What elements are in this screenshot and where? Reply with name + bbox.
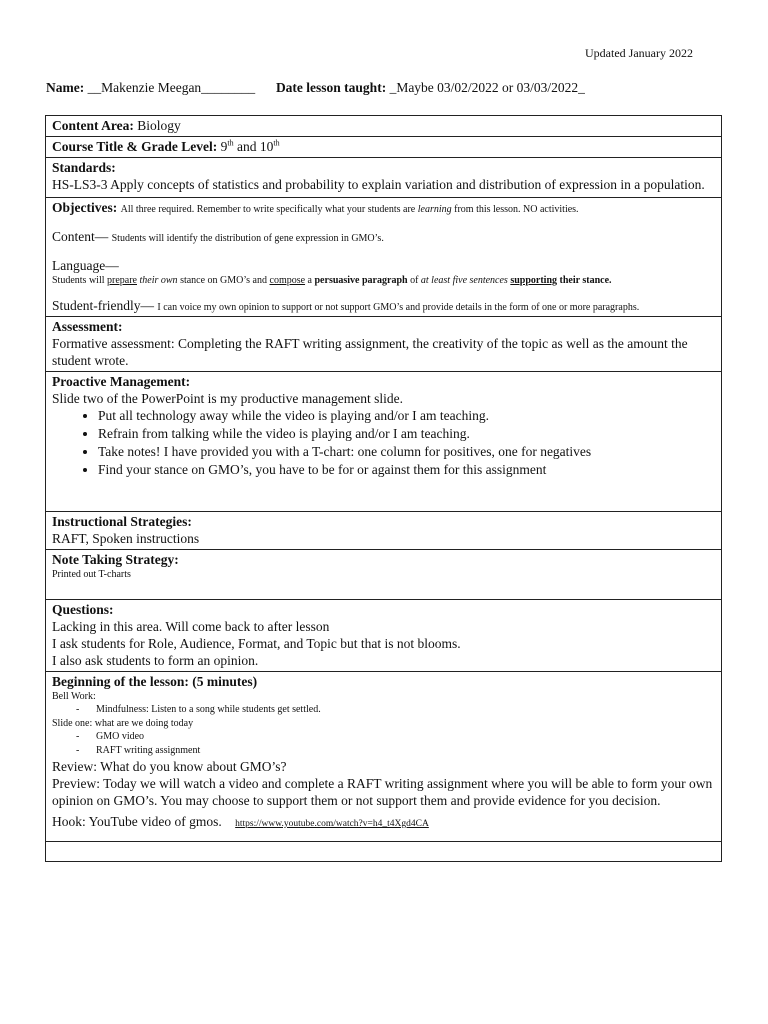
date-label: Date lesson taught: <box>275 80 387 95</box>
management-list <box>52 407 715 479</box>
bell-work-label: Bell Work: <box>52 691 96 702</box>
date-value: _Maybe 03/02/2022 or 03/03/2022_ <box>389 80 585 95</box>
friendly-objective-text: I can voice my own opinion to support or not support GMO’s and provide details in the form of one or more paragraphs. <box>157 302 640 313</box>
note-taking-text: Printed out T-charts <box>52 569 131 580</box>
note-taking-label: Note Taking Strategy: <box>52 552 179 567</box>
question-line: Lacking in this area. Will come back to after lesson <box>52 619 330 634</box>
beginning-row <box>46 672 722 842</box>
content-area-row <box>46 116 722 137</box>
grade-b-sup: th <box>273 138 280 148</box>
hook-link[interactable]: https://www.youtube.com/watch?v=h4_t4Xgd4CA <box>235 819 429 829</box>
management-intro: Slide two of the PowerPoint is my productive management slide. <box>52 391 403 406</box>
list-item: • Find your stance on GMO’s, you have to be for or against them for this assignment <box>98 461 715 479</box>
question-line: I also ask students to form an opinion. <box>52 653 259 668</box>
content-objective-label: Content— <box>52 229 109 244</box>
bell-work-list <box>52 703 715 717</box>
content-area-value: Biology <box>137 118 181 133</box>
lesson-plan-table <box>45 115 722 862</box>
friendly-objective-label: Student-friendly— <box>52 298 154 313</box>
grade-and: and 10 <box>236 139 274 154</box>
slide-one-label: Slide one: what are we doing today <box>52 718 194 729</box>
course-label: Course Title & Grade Level: <box>52 139 218 154</box>
hook-text: Hook: YouTube video of gmos. <box>52 814 222 829</box>
name-value: __Makenzie Meegan________ <box>87 80 256 95</box>
review-text: Review: What do you know about GMO’s? <box>52 759 287 774</box>
objectives-row <box>46 198 722 317</box>
objectives-note: All three required. Remember to write specifically what your students are learning from this lesson. NO activities. <box>120 204 579 215</box>
list-item: • Refrain from talking while the video is playing and/or I am teaching. <box>98 425 715 443</box>
question-line: I ask students for Role, Audience, Format, and Topic but that is not blooms. <box>52 636 461 651</box>
list-item: • Put all technology away while the video is playing and/or I am teaching. <box>98 407 715 425</box>
management-row <box>46 372 722 512</box>
instructional-row <box>46 512 722 550</box>
preview-text: Preview: Today we will watch a video and complete a RAFT writing assignment where you will be able to form your own opinion on GMO’s. You may choose to support them or not support them and provide evidence for you decision. <box>52 776 713 808</box>
language-objective-text: Students will prepare their own stance on GMO’s and compose a persuasive paragraph of at least five sentences supporting their stance. <box>52 275 612 286</box>
instructional-label: Instructional Strategies: <box>52 514 192 529</box>
list-item: - Mindfulness: Listen to a song while students get settled. <box>96 703 715 717</box>
questions-label: Questions: <box>52 602 114 617</box>
standards-row <box>46 158 722 198</box>
assessment-text: Formative assessment: Completing the RAFT writing assignment, the creativity of the topic as well as the amount the student wrote. <box>52 336 688 368</box>
grade-a: 9 <box>220 139 228 154</box>
standards-text: HS-LS3-3 Apply concepts of statistics and probability to explain variation and distribution of expression in a population. <box>52 177 705 192</box>
objectives-label: Objectives: <box>52 200 118 215</box>
management-label: Proactive Management: <box>52 374 191 389</box>
content-area-label: Content Area: <box>52 118 134 133</box>
name-label: Name: <box>46 80 85 95</box>
questions-row <box>46 600 722 672</box>
course-row <box>46 137 722 158</box>
content-objective-text: Students will identify the distribution of gene expression in GMO’s. <box>111 233 384 244</box>
list-item: • Take notes! I have provided you with a T-chart: one column for positives, one for negatives <box>98 443 715 461</box>
beginning-label: Beginning of the lesson: (5 minutes) <box>52 674 258 689</box>
list-item: - RAFT writing assignment <box>96 744 715 758</box>
empty-row <box>46 842 722 862</box>
slide-one-list <box>52 730 715 758</box>
instructional-text: RAFT, Spoken instructions <box>52 531 200 546</box>
assessment-label: Assessment: <box>52 319 123 334</box>
list-item: - GMO video <box>96 730 715 744</box>
language-objective-label: Language— <box>52 258 119 273</box>
grade-a-sup: th <box>227 138 234 148</box>
name-date-line <box>46 80 585 96</box>
note-taking-row <box>46 550 722 600</box>
updated-date: Updated January 2022 <box>585 46 693 60</box>
assessment-row <box>46 317 722 372</box>
standards-label: Standards: <box>52 160 116 175</box>
